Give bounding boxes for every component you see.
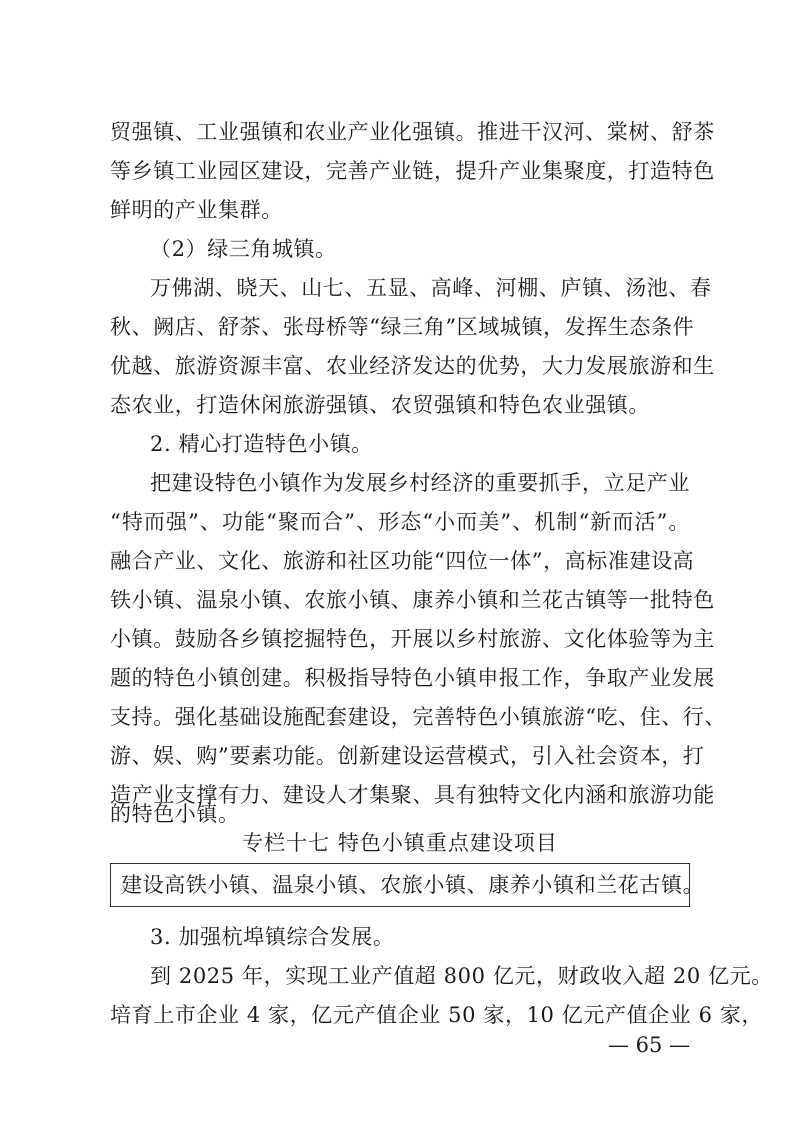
body-line: 培育上市企业 4 家，亿元产值企业 50 家，10 亿元产值企业 6 家， [110, 1003, 764, 1027]
body-line: 优越、旅游资源丰富、农业经济发达的优势，大力发展旅游和生 [110, 354, 715, 378]
page-number: — 65 — [607, 1033, 690, 1057]
body-line: 的特色小镇。 [110, 802, 240, 826]
body-line: 态农业，打造休闲旅游强镇、农贸强镇和特色农业强镇。 [110, 393, 650, 417]
box-caption: 专栏十七 特色小镇重点建设项目 [242, 831, 558, 855]
body-line: 把建设特色小镇作为发展乡村经济的重要抓手，立足产业 [150, 471, 690, 495]
body-line: 秋、阙店、舒茶、张母桥等“绿三角”区域城镇，发挥生态条件 [110, 315, 695, 339]
project-box [110, 863, 705, 907]
section-heading: 2. 精心打造特色小镇。 [150, 432, 373, 456]
body-line: 等乡镇工业园区建设，完善产业链，提升产业集聚度，打造特色 [110, 159, 715, 183]
section-heading: 3. 加强杭埠镇综合发展。 [150, 925, 395, 949]
body-line: 题的特色小镇创建。积极指导特色小镇申报工作，争取产业发展 [110, 666, 715, 690]
body-line: 到 2025 年，实现工业产值超 800 亿元，财政收入超 20 亿元。 [150, 964, 773, 988]
body-line: 支持。强化基础设施配套建设，完善特色小镇旅游“吃、住、行、 [110, 705, 727, 729]
body-line: 贸强镇、工业强镇和农业产业化强镇。推进干汉河、棠树、舒茶 [110, 120, 715, 144]
body-line: 鲜明的产业集群。 [110, 198, 283, 222]
body-line: 游、娱、购”要素功能。创新建设运营模式，引入社会资本，打 [110, 744, 705, 768]
body-line: 铁小镇、温泉小镇、农旅小镇、康养小镇和兰花古镇等一批特色 [110, 588, 715, 612]
body-line: 万佛湖、晓天、山七、五显、高峰、河棚、庐镇、汤池、春 [150, 276, 712, 300]
subsection-heading: （2）绿三角城镇。 [150, 237, 337, 261]
body-line: “特而强”、功能“聚而合”、形态“小而美”、机制“新而活”。 [110, 510, 690, 534]
body-line: 融合产业、文化、旅游和社区功能“四位一体”，高标准建设高 [110, 549, 695, 573]
body-line: 小镇。鼓励各乡镇挖掘特色，开展以乡村旅游、文化体验等为主 [110, 627, 715, 651]
body-line: 造产业支撑有力、建设人才集聚、具有独特文化内涵和旅游功能 [110, 783, 715, 807]
project-box-content: 建设高铁小镇、温泉小镇、农旅小镇、康养小镇和兰花古镇。 [121, 873, 705, 897]
